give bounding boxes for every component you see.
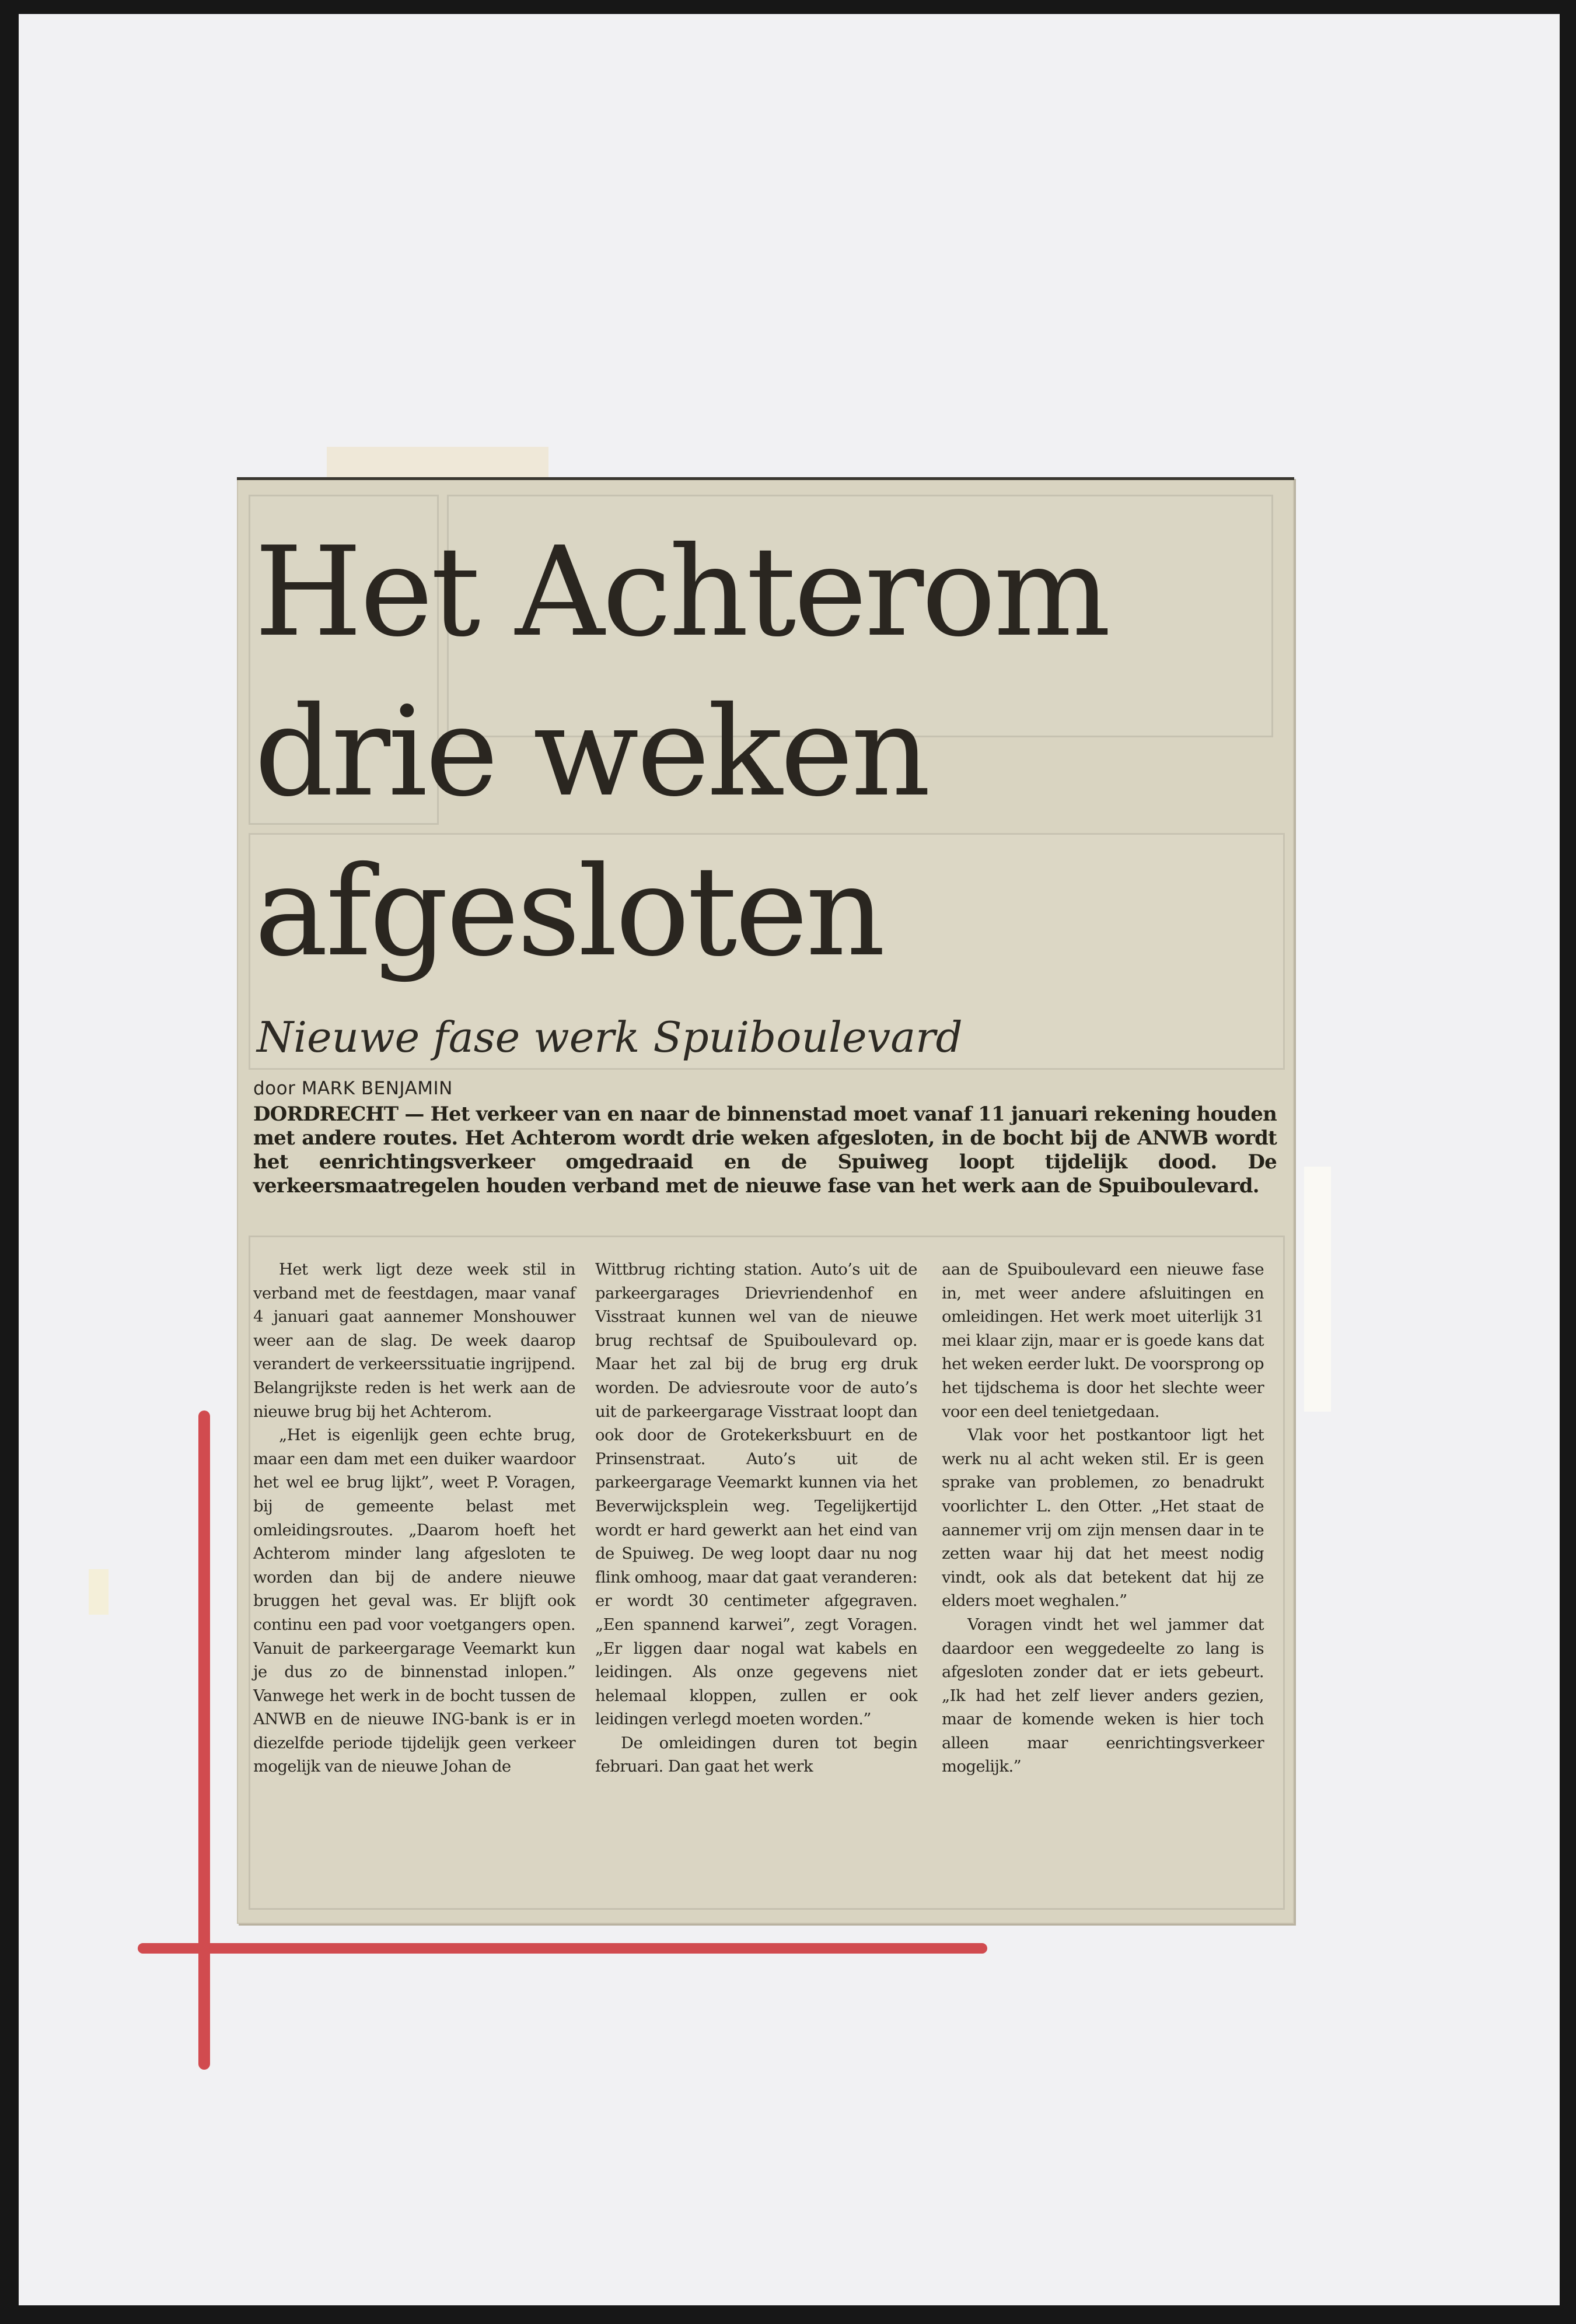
lead-paragraph: DORDRECHT — Het verkeer van en naar de binnenstad moet vanaf 11 januari rekening houden met andere routes. Het Achterom wordt drie weken afgesloten, in de bocht bij de ANWB wordt het eenrichtingsverkeer omgedraaid en de Spuiweg loopt tijdelijk dood. De verkeersmaatregelen houden verband met de nieuwe fase van het werk aan de Spuiboulevard. xyxy=(253,1102,1277,1198)
headline: Het Achterom drie weken afgesloten xyxy=(254,520,1109,984)
tape-strip xyxy=(327,447,548,477)
body-paragraph: De omleidingen duren tot begin februari. Dan gaat het werk xyxy=(595,1733,917,1776)
body-paragraph: Het werk ligt deze week stil in verband met de feestdagen, maar vanaf 4 januari gaat aannemer Monshouwer weer aan de slag. De week daarop verandert de verkeerssituatie ingrijpend. Belangrijkste reden is het werk aan de nieuwe brug bij het Achterom. xyxy=(253,1260,575,1421)
paper-strip xyxy=(1304,1167,1331,1412)
body-paragraph: „Het is eigenlijk geen echte brug, maar een dam met een duiker waardoor het wel ee brug lijkt”, weet P. Voragen, bij de gemeente belast met omleidingsroutes. „Daarom hoeft het Achterom minder lang afgesloten te worden dan bij de andere nieuwe bruggen het geval was. Er blijft ook continu een pad voor voetgangers open. Vanuit de parkeergarage Veemarkt kun je dus zo de binnenstad inlopen.” Vanwege het werk in de bocht tussen de ANWB en de nieuwe ING-bank is er in diezelfde periode tijdelijk geen verkeer mogelijk van de nieuwe Johan de xyxy=(253,1426,575,1776)
body-column-3 xyxy=(942,1258,1264,1779)
clipping-top-rule xyxy=(237,477,1294,480)
newspaper-clipping xyxy=(237,477,1294,1924)
red-crop-mark-vertical xyxy=(198,1410,210,2070)
body-column-2 xyxy=(595,1258,917,1779)
body-column-1 xyxy=(253,1258,575,1779)
subheadline: Nieuwe fase werk Spuiboulevard xyxy=(257,1013,963,1062)
body-paragraph: Voragen vindt het wel jammer dat daardoor een weggedeelte zo lang is afgesloten zonder dat er iets gebeurt. „Ik had het zelf liever anders gezien, maar de komende weken is hier toch alleen maar eenrichtingsverkeer mogelijk.” xyxy=(942,1615,1264,1776)
body-paragraph: aan de Spuiboulevard een nieuwe fase in, met weer andere afsluitingen en omleidingen. Het werk moet uiterlijk 31 mei klaar zijn, maar er is goede kans dat het weken eerder lukt. De voorsprong op het tijdschema is door het slechte weer voor een deel tenietgedaan. xyxy=(942,1260,1264,1421)
body-paragraph: Vlak voor het postkantoor ligt het werk nu al acht weken stil. Er is geen sprake van problemen, zo benadrukt voorlichter L. den Otter. „Het staat de aannemer vrij om zijn mensen daar in te zetten waar hij dat het meest nodig vindt, ook als dat betekent dat hij ze elders moet weghalen.” xyxy=(942,1426,1264,1611)
body-paragraph: Wittbrug richting station. Auto’s uit de parkeergarages Drievriendenhof en Visstraat kunnen wel van de nieuwe brug rechtsaf de Spuiboulevard op. Maar het zal bij de brug erg druk worden. De adviesroute voor de auto’s uit de parkeergarage Visstraat loopt dan ook door de Grotekerksbuurt en de Prinsenstraat. Auto’s uit de parkeergarage Veemarkt kunnen via het Beverwijcksplein weg. Tegelijkertijd wordt er hard gewerkt aan het eind van de Spuiweg. De weg loopt daar nu nog flink omhoog, maar dat gaat veranderen: er wordt 30 centimeter afgegraven. „Een spannend karwei”, zegt Voragen. „Er liggen daar nogal wat kabels en leidingen. Als onze gegevens niet helemaal kloppen, zullen er ook leidingen verlegd moeten worden.” xyxy=(595,1260,917,1729)
red-crop-mark-horizontal xyxy=(138,1943,987,1954)
byline: door MARK BENJAMIN xyxy=(253,1078,453,1099)
paper-fleck xyxy=(89,1569,109,1615)
